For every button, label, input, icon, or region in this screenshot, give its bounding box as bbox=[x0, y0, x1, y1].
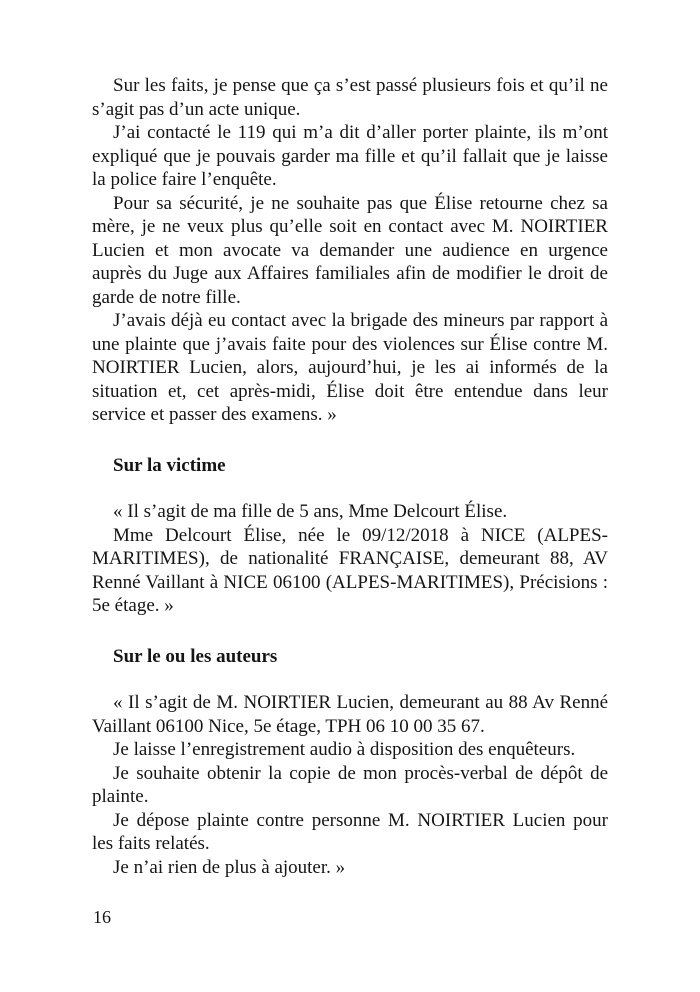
paragraph-auteur-identite: « Il s’agit de M. NOIRTIER Lucien, demeurant au 88 Av Renné Vaillant 06100 Nice, 5e étage, TPH 06 10 00 35 67. bbox=[92, 692, 608, 737]
paragraph-copie-proces-verbal: Je souhaite obtenir la copie de mon procès-verbal de dépôt de plainte. bbox=[92, 762, 608, 807]
paragraph-securite-elise: Pour sa sécurité, je ne souhaite pas que Élise retourne chez sa mère, je ne veux plus qu’elle soit en contact avec M. NOIRTIER Lucien et mon avocate va demander une audience en urgence auprès du Juge aux Affaires familiales afin de modifier le droit de garde de notre fille. bbox=[92, 192, 608, 308]
paragraph-depot-plainte: Je dépose plainte contre personne M. NOIRTIER Lucien pour les faits relatés. bbox=[92, 809, 608, 854]
paragraph-faits-repetes: Sur les faits, je pense que ça s’est passé plusieurs fois et qu’il ne s’agit pas d’un acte unique. bbox=[92, 75, 608, 120]
paragraph-brigade-mineurs: J’avais déjà eu contact avec la brigade des mineurs par rapport à une plainte que j’avais faite pour des violences sur Élise contre M. NOIRTIER Lucien, alors, aujourd’hui, je les ai informés de la situation et, cet après-midi, Élise doit être entendue dans leur service et passer des examens. » bbox=[92, 310, 608, 425]
heading-sur-la-victime: Sur la victime bbox=[113, 454, 226, 476]
page-number: 16 bbox=[93, 907, 111, 927]
paragraph-victime-details: Mme Delcourt Élise, née le 09/12/2018 à NICE (ALPES-MARITIMES), de nationalité FRANÇAISE, demeurant 88, AV Renné Vaillant à NICE 06100 (ALPES-MARITIMES), Précisions : 5e étage. » bbox=[92, 524, 608, 616]
paragraph-contact-119: J’ai contacté le 119 qui m’a dit d’aller porter plainte, ils m’ont expliqué que je pouvais garder ma fille et qu’il fallait que je laisse la police faire l’enquête. bbox=[92, 122, 608, 190]
page-body bbox=[92, 74, 608, 879]
paragraph-rien-a-ajouter: Je n’ai rien de plus à ajouter. » bbox=[113, 856, 346, 878]
paragraph-victime-identite: « Il s’agit de ma fille de 5 ans, Mme Delcourt Élise. bbox=[113, 501, 508, 522]
paragraph-enregistrement-audio: Je laisse l’enregistrement audio à disposition des enquêteurs. bbox=[113, 739, 576, 760]
heading-sur-les-auteurs: Sur le ou les auteurs bbox=[113, 645, 278, 667]
